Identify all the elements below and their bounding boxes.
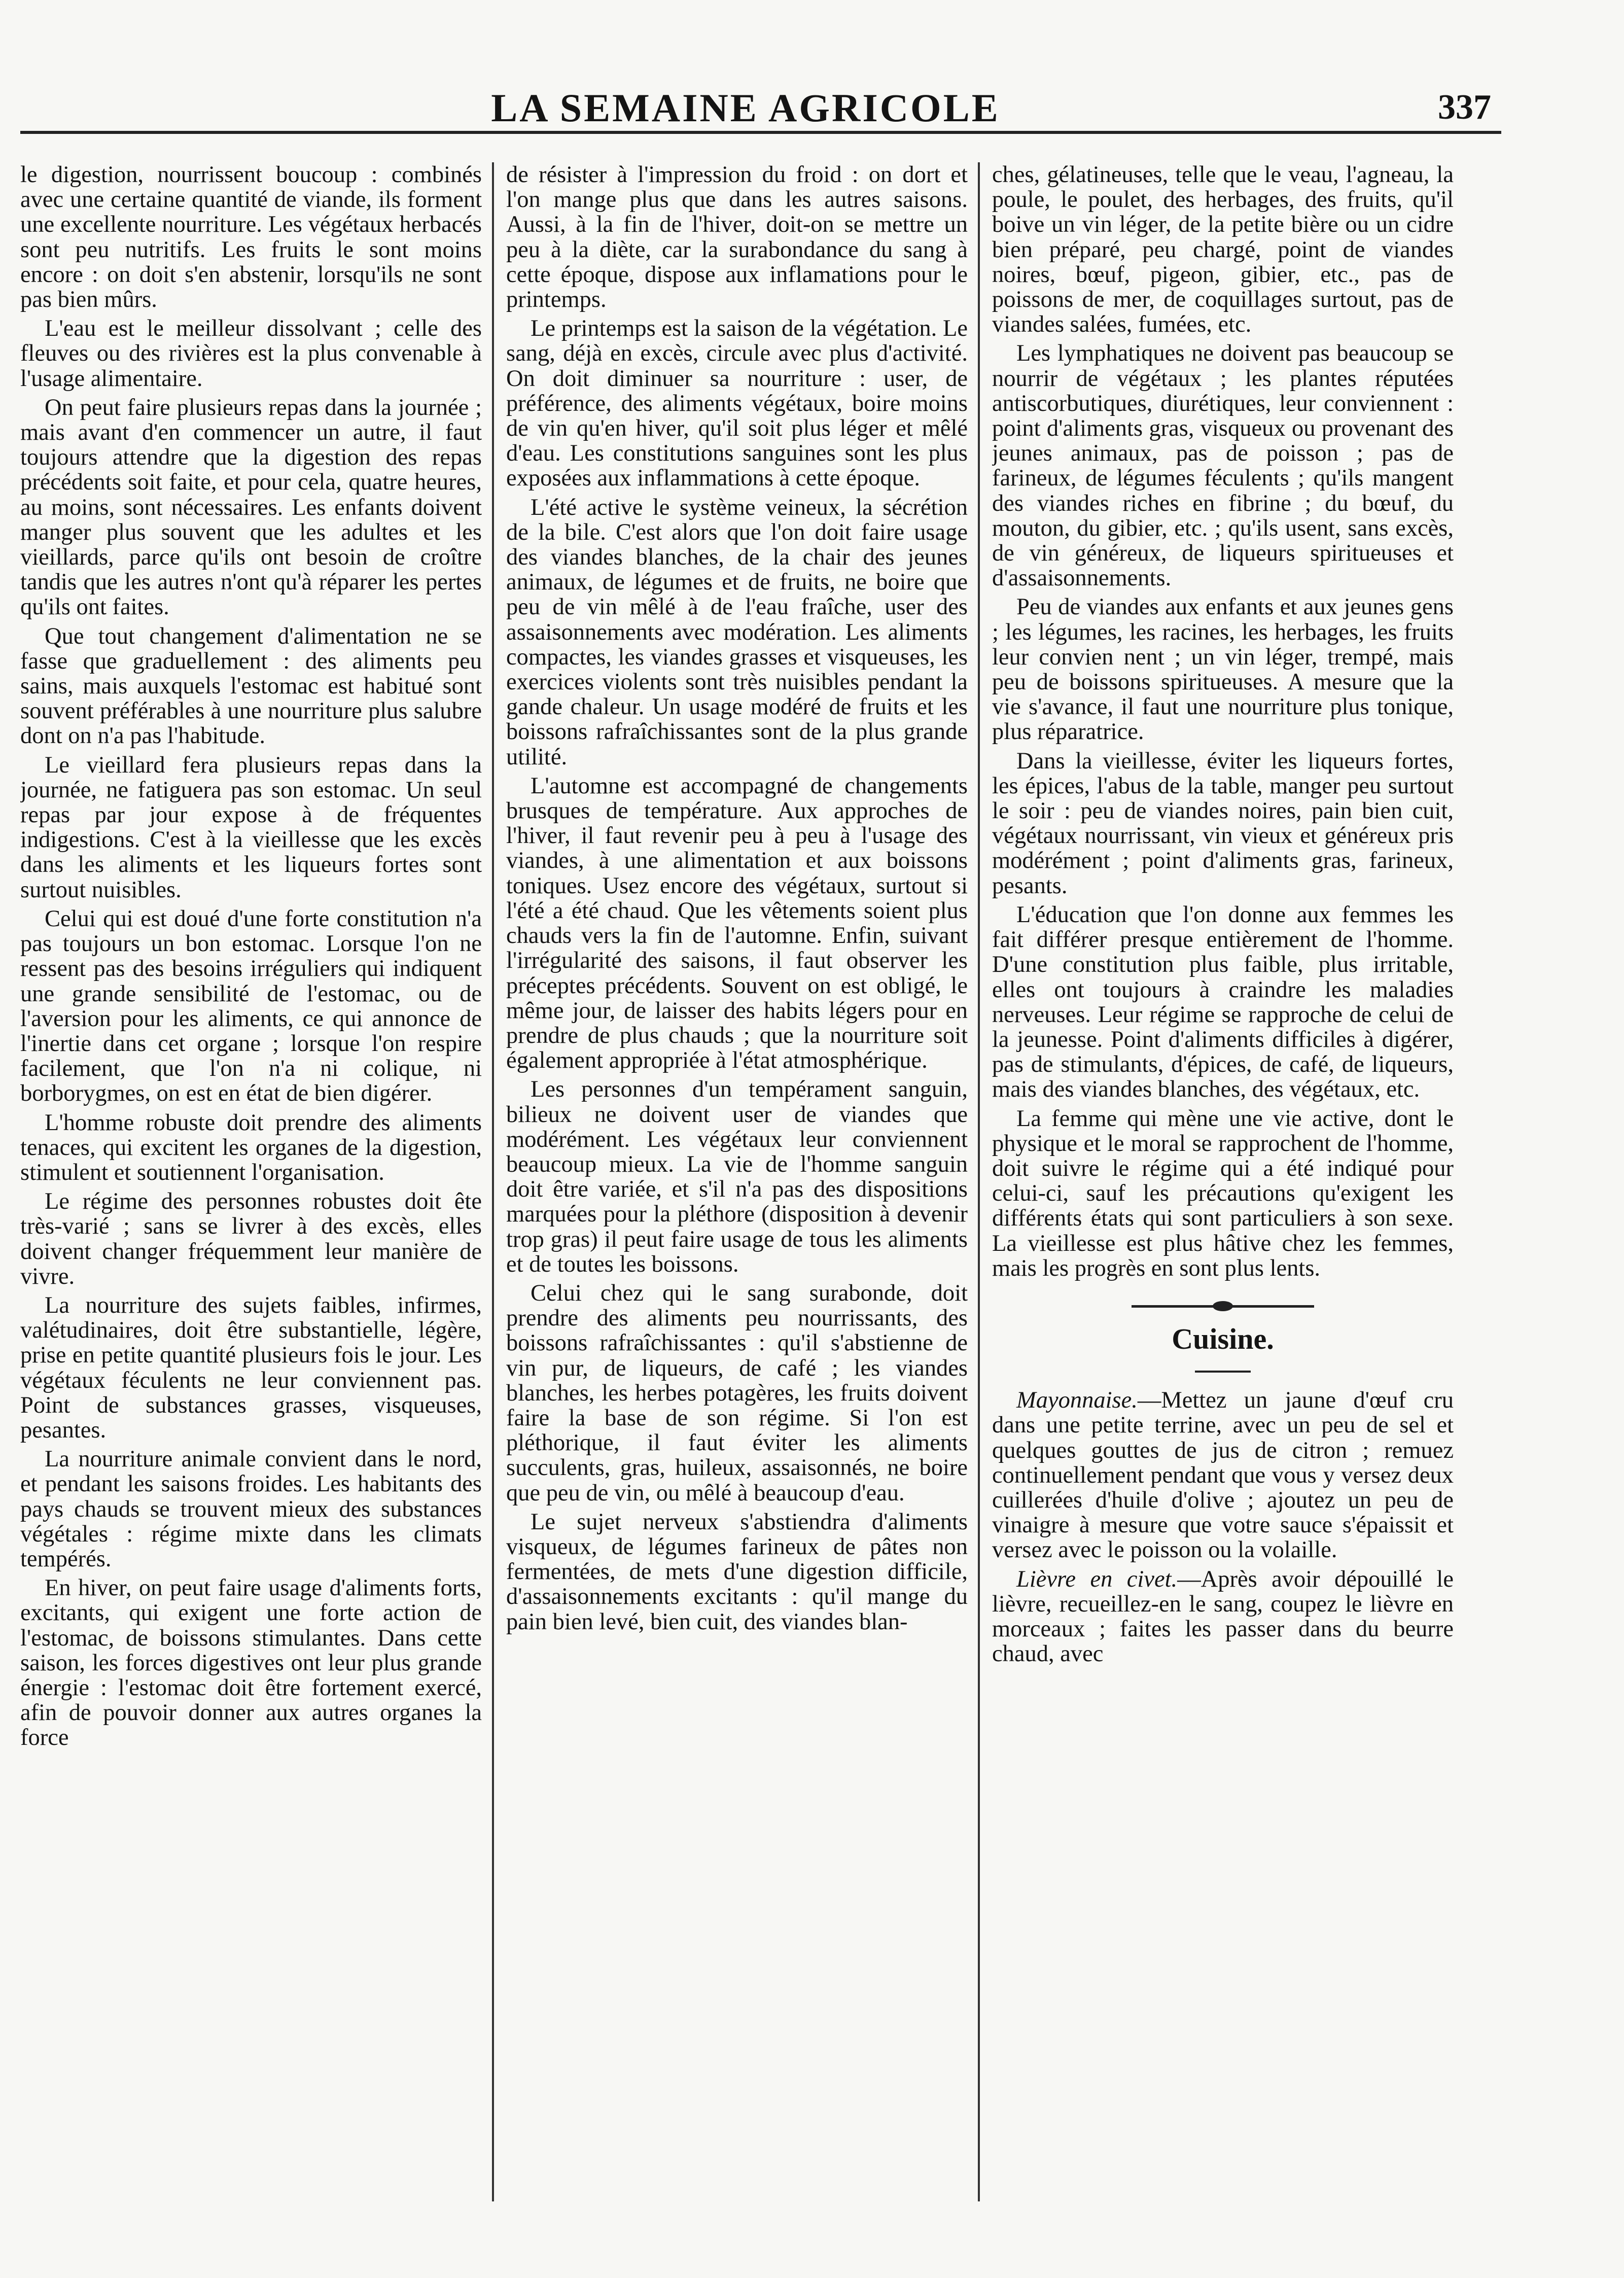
paragraph: Le sujet nerveux s'abstiendra d'aliments visqueux, de légumes farineux de pâtes non fermentées, de mets d'une digestion difficile, d'assaisonnements excitants : qu'il mange du pain bien levé, bien cuit, des viandes blan- bbox=[506, 1509, 968, 1635]
paragraph: le digestion, nourrissent boucoup : combinés avec une certaine quantité de viande, ils forment une excellente nourriture. Les végétaux herbacés sont peu nutritifs. Les fruits le sont moins encore : on doit s'en abstenir, lorsqu'ils ne sont pas bien mûrs. bbox=[20, 162, 482, 313]
cuisine-heading: Cuisine. bbox=[1172, 1322, 1274, 1355]
column-divider-2 bbox=[978, 162, 980, 2201]
recipe-text: —Après avoir dépouillé le lièvre, recueillez-en le sang, coupez le lièvre en morceaux ; faites les passer dans du beurre chaud, avec bbox=[992, 1566, 1454, 1667]
paragraph: de résister à l'impression du froid : on dort et l'on mange plus que dans les autres saisons. Aussi, à la fin de l'hiver, doit-on se mettre un peu à la diète, car la surabondance du sang à cette époque, dispose aux inflamations pour le printemps. bbox=[506, 162, 968, 313]
newspaper-title: LA SEMAINE AGRICOLE bbox=[491, 86, 1000, 130]
paragraph: L'éducation que l'on donne aux femmes les fait différer presque entièrement de l'homme. D'une constitution plus faible, plus irritable, elles ont toujours à craindre les maladies nerveuses. Leur régime se rapproche de celui de la jeunesse. Point d'aliments difficiles à digérer, pas de stimulants, d'épices, de café, de liqueurs, mais des viandes blanches, des végétaux, etc. bbox=[992, 901, 1454, 1103]
paragraph: En hiver, on peut faire usage d'aliments forts, excitants, qui exigent une forte action de l'estomac, de boissons stimulantes. Dans cette saison, les forces digestives ont leur plus grande énergie : l'estomac doit être fortement exercé, afin de pouvoir donner aux autres organes la force bbox=[20, 1575, 482, 1751]
paragraph: Celui chez qui le sang surabonde, doit prendre des aliments peu nourrissants, des boissons rafraîchissantes : qu'il s'abstienne de vin pur, de liqueurs, de café ; les viandes blanches, les herbes potagères, les fruits doivent faire la base de son régime. Si l'on est pléthorique, il faut éviter les aliments succulents, gras, huileux, assaisonnés, ne boire que peu de vin, ou mêlé à beaucoup d'eau. bbox=[506, 1280, 968, 1506]
section-ornament bbox=[1132, 1301, 1314, 1311]
recipe-name: Mayonnaise. bbox=[1016, 1387, 1138, 1414]
recipe-text: —Mettez un jaune d'œuf cru dans une petite terrine, avec un peu de sel et quelques gouttes de jus de citron ; remuez continuellement pendant que vous y versez deux cuillerées d'huile d'olive ; ajoutez un peu de vinaigre à mesure que votre sauce s'épaissit et versez avec le poisson ou la volaille. bbox=[992, 1387, 1454, 1563]
paragraph: Le printemps est la saison de la végétation. Le sang, déjà en excès, circule avec plus d'activité. On doit diminuer sa nourriture : user, de préférence, des aliments végétaux, boire moins de vin qu'en hiver, qu'il soit plus léger et mêlé d'eau. Les constitutions sanguines sont les plus exposées aux inflammations à cette époque. bbox=[506, 316, 968, 492]
paragraph: La femme qui mène une vie active, dont le physique et le moral se rapprochent de l'homme, doit suivre le régime qui a été indiqué pour celui-ci, sauf les précautions qu'exigent les différents états qui sont particuliers à son sexe. La vieillesse est plus hâtive chez les femmes, mais les progrès en sont plus lents. bbox=[992, 1105, 1454, 1281]
column-2 bbox=[506, 162, 968, 2201]
paragraph: L'automne est accompagné de changements brusques de température. Aux approches de l'hiver, il faut revenir peu à peu à l'usage des viandes, à une alimentation et aux boissons toniques. Usez encore des végétaux, surtout si l'été a été chaud. Que les vêtements soient plus chauds vers la fin de l'automne. Enfin, suivant l'irrégularité des saisons, il faut observer les préceptes précédents. Souvent on est obligé, le même jour, de laisser des habits légers pour en prendre de plus chauds ; que la nourriture soit également appropriée à l'état atmosphérique. bbox=[506, 773, 968, 1074]
paragraph: Dans la vieillesse, éviter les liqueurs fortes, les épices, l'abus de la table, manger peu surtout le soir : peu de viandes noires, pain bien cuit, végétaux nourrissant, vin vieux et généreux pris modérément ; point d'aliments gras, farineux, pesants. bbox=[992, 748, 1454, 899]
paragraph: Les lymphatiques ne doivent pas beaucoup se nourrir de végétaux ; les plantes réputées antiscorbutiques, diurétiques, leur conviennent : point d'aliments gras, visqueux ou provenant des jeunes animaux, pas de poisson ; pas de farineux, de légumes féculents ; qu'ils mangent des viandes riches en fibrine ; du bœuf, du mouton, du gibier, etc. ; qu'ils usent, sans excès, de vin généreux, de liqueurs spiritueuses et d'assaisonnements. bbox=[992, 340, 1454, 591]
paragraph: On peut faire plusieurs repas dans la journée ; mais avant d'en commencer un autre, il faut toujours attendre que la digestion des repas précédents soit faite, et pour cela, quatre heures, au moins, sont nécessaires. Les enfants doivent manger plus souvent que les adultes et les vieillards, parce qu'ils ont besoin de croître tandis que les autres n'ont qu'à réparer les pertes qu'ils ont faites. bbox=[20, 394, 482, 620]
paragraph: L'été active le système veineux, la sécrétion de la bile. C'est alors que l'on doit faire usage des viandes blanches, de la chair des jeunes animaux, de légumes et de fruits, ne boire que peu de vin mêlé à de l'eau fraîche, user des assaisonnements avec modération. Les aliments compactes, les viandes grasses et visqueuses, les exercices violents sont très nuisibles pendant la gande chaleur. Un usage modéré de fruits et les boissons rafraîchissantes sont de la plus grande utilité. bbox=[506, 494, 968, 770]
column-1 bbox=[20, 162, 482, 2201]
paragraph: Les personnes d'un tempérament sanguin, bilieux ne doivent user de viandes que modérément. Les végétaux leur conviennent beaucoup mieux. La vie de l'homme sanguin doit être variée, et s'il n'a pas des dispositions marquées pour la pléthore (disposition à devenir trop gras) il peut faire usage de tous les aliments et de toutes les boissons. bbox=[506, 1076, 968, 1277]
paragraph: ches, gélatineuses, telle que le veau, l'agneau, la poule, le poulet, des herbages, des fruits, qu'il boive un vin léger, de la petite bière ou un cidre bien préparé, peu chargé, point de viandes noires, bœuf, pigeon, gibier, etc., pas de poissons de mer, de coquillages surtout, pas de viandes salées, fumées, etc. bbox=[992, 162, 1454, 338]
paragraph: Celui qui est doué d'une forte constitution n'a pas toujours un bon estomac. Lorsque l'on ne ressent pas des besoins irréguliers qui indiquent une grande sensibilité de l'estomac, ou de l'aversion pour les aliments, ce qui annonce de l'inertie dans cet organe ; lorsque l'on respire facilement, que l'on n'a ni colique, ni borborygmes, on est en état de bien digérer. bbox=[20, 905, 482, 1107]
column-divider-1 bbox=[492, 162, 494, 2201]
column-3 bbox=[992, 162, 1454, 2201]
article-columns bbox=[20, 162, 1481, 2201]
page-header bbox=[20, 76, 1491, 137]
recipe-paragraph bbox=[992, 1388, 1454, 1562]
heading-rule bbox=[1195, 1371, 1251, 1373]
recipe-paragraph bbox=[992, 1567, 1454, 1667]
paragraph: La nourriture des sujets faibles, infirmes, valétudinaires, doit être substantielle, légère, prise en petite quantité plusieurs fois le jour. Les végétaux féculents ne leur conviennent pas. Point de substances grasses, visqueuses, pesantes. bbox=[20, 1292, 482, 1443]
paragraph: Peu de viandes aux enfants et aux jeunes gens ; les légumes, les racines, les herbages, les fruits leur convien nent ; un vin léger, trempé, mais peu de boissons spiritueuses. A mesure que la vie s'avance, il faut une nourriture plus tonique, plus réparatrice. bbox=[992, 594, 1454, 745]
paragraph: Le régime des personnes robustes doit ête très-varié ; sans se livrer à des excès, elles doivent changer fréquemment leur manière de vivre. bbox=[20, 1188, 482, 1289]
header-rule bbox=[20, 131, 1501, 134]
paragraph: Le vieillard fera plusieurs repas dans la journée, ne fatiguera pas son estomac. Un seul repas par jour expose à de fréquentes indigestions. C'est à la vieillesse que les excès dans les aliments et les liqueurs fortes sont surtout nuisibles. bbox=[20, 752, 482, 903]
recipe-name: Lièvre en civet. bbox=[1016, 1566, 1178, 1592]
page-number: 337 bbox=[1438, 88, 1491, 127]
paragraph: L'homme robuste doit prendre des aliments tenaces, qui excitent les organes de la digestion, stimulent et soutiennent l'organisation. bbox=[20, 1109, 482, 1185]
paragraph: Que tout changement d'alimentation ne se fasse que graduellement : des aliments peu sains, mais auxquels l'estomac est habitué sont souvent préférables à une nourriture plus salubre dont on n'a pas l'habitude. bbox=[20, 623, 482, 749]
paragraph: L'eau est le meilleur dissolvant ; celle des fleuves ou des rivières est la plus convenable à l'usage alimentaire. bbox=[20, 316, 482, 392]
paragraph: La nourriture animale convient dans le nord, et pendant les saisons froides. Les habitants des pays chauds se trouvent mieux des substances végétales : régime mixte dans les climats tempérés. bbox=[20, 1446, 482, 1572]
